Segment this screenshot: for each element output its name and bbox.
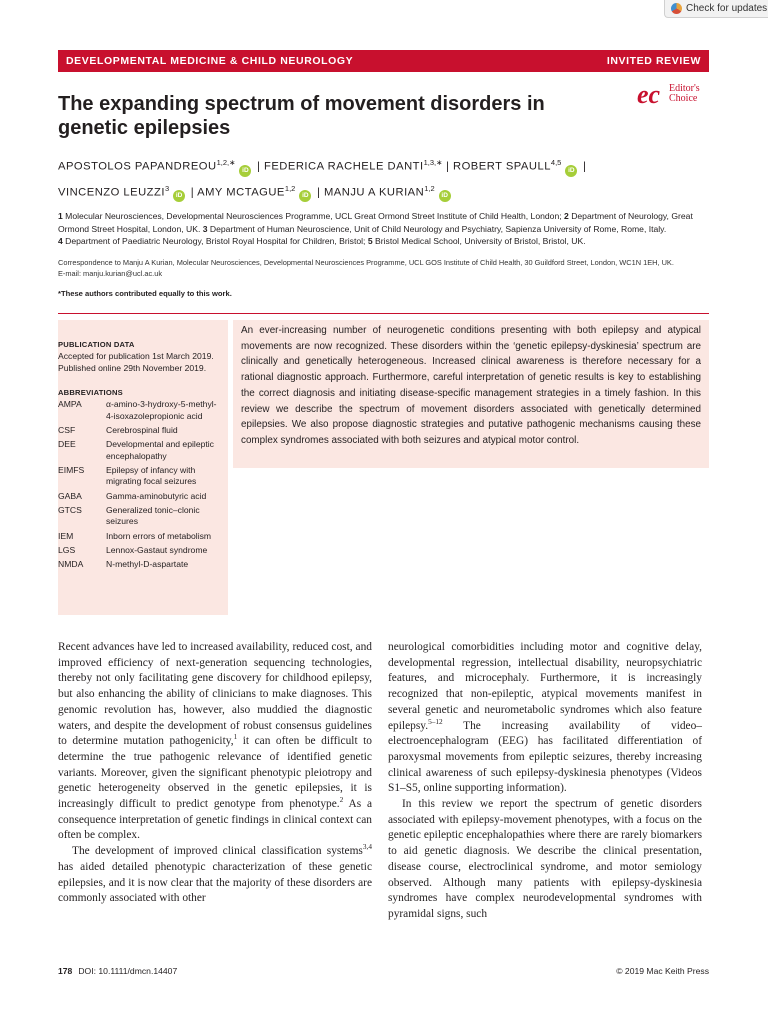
abbreviation-definition: Cerebrospinal fluid <box>106 424 178 435</box>
abbreviation-definition: N-methyl-D-aspartate <box>106 559 189 570</box>
page-number: 178 <box>58 966 73 976</box>
body-text: The development of improved clinical classification systems <box>72 845 363 858</box>
abbreviation-row <box>58 425 223 437</box>
doi[interactable]: DOI: 10.1111/dmcn.14407 <box>78 966 178 976</box>
author-affiliation-sup: 3 <box>164 183 170 193</box>
body-text: neurological comorbidities including motor and cognitive delay, developmental regression, intellectual disability, neuropsychiatric features, and microcephaly. Furthermore, it is increasingly recognized that non-epileptic, atypical movements manifest in several genetic and neurometabolic syndromes which also feature epilepsy. <box>388 641 702 732</box>
correspondence-email[interactable]: E-mail: manju.kurian@ucl.ac.uk <box>58 269 163 278</box>
accepted-date: Accepted for publication 1st March 2019. <box>58 351 214 361</box>
orcid-icon[interactable]: iD <box>299 190 311 202</box>
orcid-icon[interactable]: iD <box>173 190 185 202</box>
abbreviation-row <box>58 505 223 528</box>
affiliation-number: 1 <box>58 211 63 221</box>
abbreviation: DEE <box>58 439 76 450</box>
affiliations <box>58 210 709 248</box>
abbreviation-definition: Gamma-aminobutyric acid <box>106 490 207 501</box>
abbreviation: NMDA <box>58 559 84 570</box>
editors-choice-mark: ec <box>637 80 661 109</box>
abbreviation-row <box>58 491 223 503</box>
citation-ref[interactable]: 5–12 <box>428 716 443 726</box>
journal-name: DEVELOPMENTAL MEDICINE & CHILD NEUROLOGY <box>66 55 354 67</box>
author-name: FEDERICA RACHELE DANTI <box>264 160 424 173</box>
citation-ref[interactable]: 3,4 <box>362 842 372 852</box>
correspondence-address: Correspondence to Manju A Kurian, Molecular Neurosciences, Developmental Neurosciences Programme, UCL GOS Institute of Child Health, 30 Guildford Street, London, WC1N 1EH, UK. <box>58 258 674 267</box>
abbreviation: EIMFS <box>58 464 85 475</box>
affiliation-number: 5 <box>367 236 373 246</box>
author-affiliation-sup: 4,5 <box>550 158 562 167</box>
footer-left <box>58 966 177 976</box>
author-name: AMY MCTAGUE <box>197 186 285 199</box>
abbreviation: IEM <box>58 530 74 541</box>
correspondence <box>58 257 709 279</box>
check-for-updates-button[interactable] <box>664 0 768 18</box>
author-name: ROBERT SPAULL <box>453 160 551 173</box>
affiliation-number: 2 <box>564 211 569 221</box>
body-paragraph <box>388 640 702 797</box>
affiliation-text: Department of Paediatric Neurology, Bristol Royal Hospital for Children, Bristol; <box>65 236 366 246</box>
body-text: Recent advances have led to increased availability, reduced cost, and improved efficiency of next-generation sequencing technologies, thereby not only facilitating gene discovery for childhood epilepsy, but also enhancing the ability of clinicians to make diagnoses. This genomic revolution has, however, also muddied the diagnostic waters, and despite the development of robust consensus guidelines to determine mutation pathogenicity, <box>58 641 372 748</box>
crossmark-icon <box>671 3 682 14</box>
abstract-text: An ever-increasing number of neurogenetic conditions presenting with both epilepsy and atypical movements are now recognized. These disorders within the ‘genetic epilepsy-dyskinesia’ spectrum are clinically and genetically heterogeneous. Increased clinical awareness is therefore necessary for a rational diagnostic approach. Furthermore, careful interpretation of genetic results is key to establishing the correct diagnosis and initiating disease-specific management strategies in a timely fashion. In this review we describe the spectrum of movement disorders associated with genetically determined epilepsies. We also propose diagnostic strategies and putative pathogenic mechanisms causing these complex syndromes associated with both seizures and atypical motor control. <box>241 325 701 446</box>
abbreviation-row <box>58 531 223 543</box>
orcid-icon[interactable]: iD <box>439 190 451 202</box>
abbreviation: GTCS <box>58 504 82 515</box>
abbreviation-definition: α-amino-3-hydroxy-5-methyl-4-isoxazolepropionic acid <box>106 399 217 421</box>
journal-header-bar <box>58 50 709 72</box>
abbreviation-row <box>58 399 223 422</box>
body-paragraph: In this review we report the spectrum of genetic disorders associated with epilepsy-movement phenotypes, with a focus on the genetic epileptic encephalopathies where there are rarely biomarkers to aid genetic diagnosis. We describe the clinical presentation, disease course, electroclinical syndrome, and motor semiology observed. Although many patients with epilepsy-dyskinesia syndromes have complex neurodevelopmental syndromes with pyramidal signs, such <box>388 798 702 920</box>
abbreviations-list <box>58 399 223 571</box>
affiliation-text: Department of Human Neuroscience, Unit of Child Neurology and Psychiatry, Sapienza University of Rome, Rome, Italy. <box>209 223 667 234</box>
body-column-right <box>388 640 702 923</box>
body-paragraph <box>58 844 372 907</box>
abbreviation: AMPA <box>58 399 82 409</box>
editors-choice-line1: Editor's <box>669 83 700 94</box>
affiliation-text: Department of Neurology, Great Ormond Street Hospital, London, UK. <box>58 211 693 234</box>
published-date: Published online 29th November 2019. <box>58 363 207 373</box>
abbreviation-definition: Epilepsy of infancy with migrating focal seizures <box>106 464 197 487</box>
author-list: APOSTOLOS $PAPANDREOU^{1,2,∗}iD$ | FEDERICA RACHELE $DANTI^{1,3,∗}$ | ROBERT SPAULL$^{4,5}$iD | VINCENZO LEUZZI$^3$iD | AMY MCTAGUE$^{1,2}$iD | MANJU A KURIAN$^{1,2}$iD <box>58 152 709 203</box>
check-for-updates-label: Check for updates <box>686 3 768 14</box>
copyright: © 2019 Mac Keith Press <box>616 966 709 976</box>
affiliation-text: Molecular Neurosciences, Developmental Neurosciences Programme, UCL Great Ormond Street Institute of Child Health, London; <box>65 211 562 221</box>
publication-data-heading: PUBLICATION DATA <box>58 340 135 349</box>
abbreviation: LGS <box>58 545 76 556</box>
body-text: has aided detailed phenotypic characterization of these genetic epilepsies, and it is now clear that the majority of these disorders are commonly associated with other <box>58 860 372 905</box>
article-title: The expanding spectrum of movement disorders in genetic epilepsies <box>58 93 545 139</box>
abstract-box <box>233 320 709 468</box>
affiliation-number: 4 <box>58 236 63 246</box>
author-affiliation-sup: 1,2 <box>284 183 296 193</box>
abbreviation: GABA <box>58 490 82 501</box>
author-affiliation-sup: 1,3,∗ <box>423 158 443 167</box>
orcid-icon[interactable]: iD <box>565 165 577 177</box>
abbreviation-definition: Developmental and epileptic encephalopathy <box>106 439 214 461</box>
affiliation-text: Bristol Medical School, University of Bristol, Bristol, UK. <box>375 236 586 246</box>
body-paragraph <box>58 640 372 844</box>
abbreviation-definition: Lennox-Gastaut syndrome <box>106 545 208 556</box>
body-text: The increasing availability of video–electroencephalogram (EEG) has facilitated differentiation of paroxysmal movements from epileptic seizures, thereby increasing clinical awareness of such epilepsy-dyskinesia phenotypes (Videos S1–S5, online supporting information). <box>388 719 702 795</box>
abbreviation: CSF <box>58 424 76 435</box>
orcid-icon[interactable]: iD <box>239 165 251 177</box>
editors-choice-line2: Choice <box>669 93 698 104</box>
equal-contribution-note: *These authors contributed equally to this work. <box>58 289 232 298</box>
sidebar-box <box>58 320 228 615</box>
body-text: it can often be difficult to determine the true pathogenic relevance of identified genetic variants. Moreover, given the significant phenotypic pleiotropy and genetic heterogeneity observed in the genetic epilepsies, it is increasingly difficult to predict genotype from phenotype. <box>58 735 372 811</box>
author-name: MANJU A KURIAN <box>323 186 425 199</box>
page-footer <box>58 966 709 976</box>
citation-ref[interactable]: 2 <box>339 795 344 805</box>
author-name: APOSTOLOS PAPANDREOU <box>58 160 217 173</box>
abbreviation-definition: Inborn errors of metabolism <box>106 530 212 541</box>
abbreviation-row <box>58 559 223 571</box>
author-affiliation-sup: 1,2,∗ <box>216 158 236 167</box>
editors-choice-badge <box>637 82 709 110</box>
abbreviation-definition: Generalized tonic–clonic seizures <box>106 504 200 527</box>
body-text: As a consequence interpretation of genetic findings in clinical context can often be complex. <box>58 798 373 842</box>
abbreviation-row <box>58 545 223 557</box>
abbreviations-heading: ABBREVIATIONS <box>58 388 123 397</box>
author-name: VINCENZO LEUZZI <box>58 186 165 199</box>
body-column-left <box>58 640 372 907</box>
article-type: INVITED REVIEW <box>606 55 701 67</box>
abbreviation-row <box>58 439 223 462</box>
section-divider <box>58 313 709 314</box>
abbreviation-row <box>58 465 223 488</box>
editors-choice-text <box>669 84 700 104</box>
author-affiliation-sup: 1,2 <box>424 183 435 193</box>
citation-ref[interactable]: 1 <box>233 732 238 742</box>
affiliation-number: 3 <box>202 223 208 234</box>
